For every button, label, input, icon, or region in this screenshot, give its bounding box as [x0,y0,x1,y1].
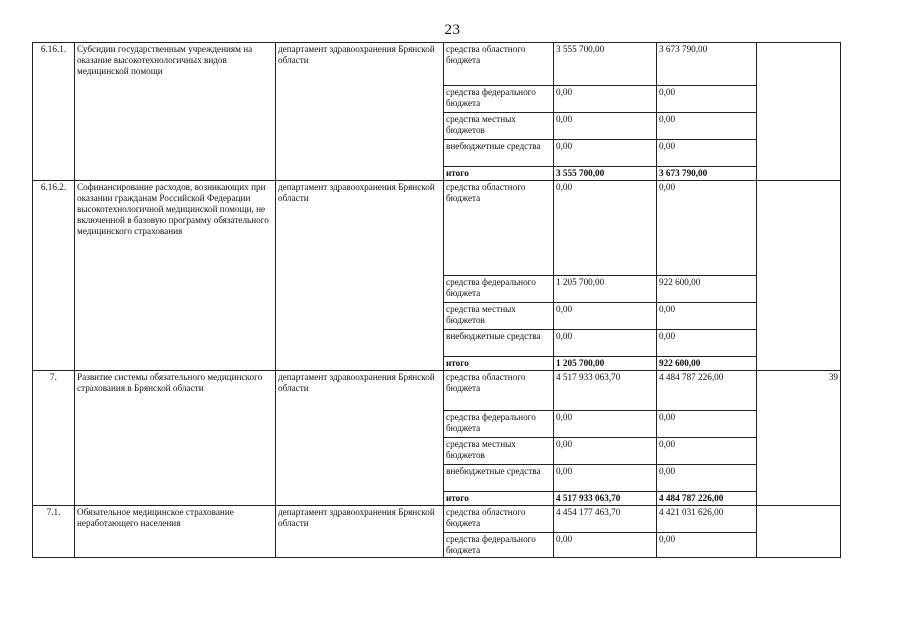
table-row [33,371,841,411]
funding-source: средства областного бюджета [444,43,554,86]
amount-year-2: 4 484 787 226,00 [657,371,757,411]
amount-year-2: 922 600,00 [657,357,757,371]
item-extra-value [757,506,841,558]
amount-year-1: 0,00 [554,411,657,438]
item-number: 7.1. [33,506,75,558]
amount-year-1: 0,00 [554,533,657,558]
funding-source: средства местных бюджетов [444,113,554,140]
amount-year-1: 0,00 [554,303,657,330]
table-row [33,506,841,533]
amount-year-2: 0,00 [657,113,757,140]
funding-source: средства федерального бюджета [444,86,554,113]
amount-year-1: 0,00 [554,86,657,113]
funding-source: итого [444,167,554,181]
funding-source: средства областного бюджета [444,371,554,411]
amount-year-1: 3 555 700,00 [554,167,657,181]
item-executor: департамент здравоохранения Брянской области [276,181,444,371]
funding-source: внебюджетные средства [444,330,554,357]
amount-year-1: 0,00 [554,140,657,167]
amount-year-1: 3 555 700,00 [554,43,657,86]
amount-year-1: 0,00 [554,181,657,276]
table-row [33,181,841,276]
item-extra-value: 39 [757,371,841,506]
item-number: 6.16.2. [33,181,75,371]
item-extra-value [757,43,841,181]
item-executor: департамент здравоохранения Брянской области [276,506,444,558]
item-number: 6.16.1. [33,43,75,181]
item-name: Софинансирование расходов, возникающих при оказании гражданам Российской Федерации высокотехнологичной медицинской помощи, не включенной в базовую программу обязательного медицинского страхования [75,181,276,371]
amount-year-2: 0,00 [657,330,757,357]
item-extra-value [757,181,841,371]
funding-source: итого [444,492,554,506]
amount-year-1: 4 517 933 063,70 [554,492,657,506]
budget-table [32,42,841,558]
amount-year-1: 1 205 700,00 [554,357,657,371]
item-executor: департамент здравоохранения Брянской области [276,43,444,181]
item-executor: департамент здравоохранения Брянской области [276,371,444,506]
table-row [33,43,841,86]
amount-year-2: 922 600,00 [657,276,757,303]
amount-year-1: 0,00 [554,465,657,492]
budget-table-body [33,43,841,558]
funding-source: внебюджетные средства [444,465,554,492]
amount-year-1: 0,00 [554,330,657,357]
funding-source: средства местных бюджетов [444,438,554,465]
amount-year-1: 4 454 177 463,70 [554,506,657,533]
funding-source: средства федерального бюджета [444,533,554,558]
item-name: Обязательное медицинское страхование неработающего населения [75,506,276,558]
amount-year-1: 0,00 [554,113,657,140]
item-name: Развитие системы обязательного медицинского страхования в Брянской области [75,371,276,506]
amount-year-2: 4 484 787 226,00 [657,492,757,506]
amount-year-2: 3 673 790,00 [657,167,757,181]
page-number: 23 [444,22,461,38]
amount-year-2: 3 673 790,00 [657,43,757,86]
amount-year-1: 4 517 933 063,70 [554,371,657,411]
amount-year-2: 0,00 [657,140,757,167]
funding-source: внебюджетные средства [444,140,554,167]
amount-year-2: 0,00 [657,86,757,113]
funding-source: средства федерального бюджета [444,411,554,438]
funding-source: средства областного бюджета [444,181,554,276]
amount-year-2: 4 421 031 626,00 [657,506,757,533]
amount-year-2: 0,00 [657,533,757,558]
funding-source: средства федерального бюджета [444,276,554,303]
amount-year-1: 0,00 [554,438,657,465]
amount-year-2: 0,00 [657,303,757,330]
amount-year-2: 0,00 [657,438,757,465]
amount-year-2: 0,00 [657,181,757,276]
amount-year-2: 0,00 [657,411,757,438]
funding-source: средства местных бюджетов [444,303,554,330]
amount-year-2: 0,00 [657,465,757,492]
item-number: 7. [33,371,75,506]
funding-source: итого [444,357,554,371]
funding-source: средства областного бюджета [444,506,554,533]
item-name: Субсидии государственным учреждениям на оказание высокотехнологичных видов медицинской помощи [75,43,276,181]
amount-year-1: 1 205 700,00 [554,276,657,303]
